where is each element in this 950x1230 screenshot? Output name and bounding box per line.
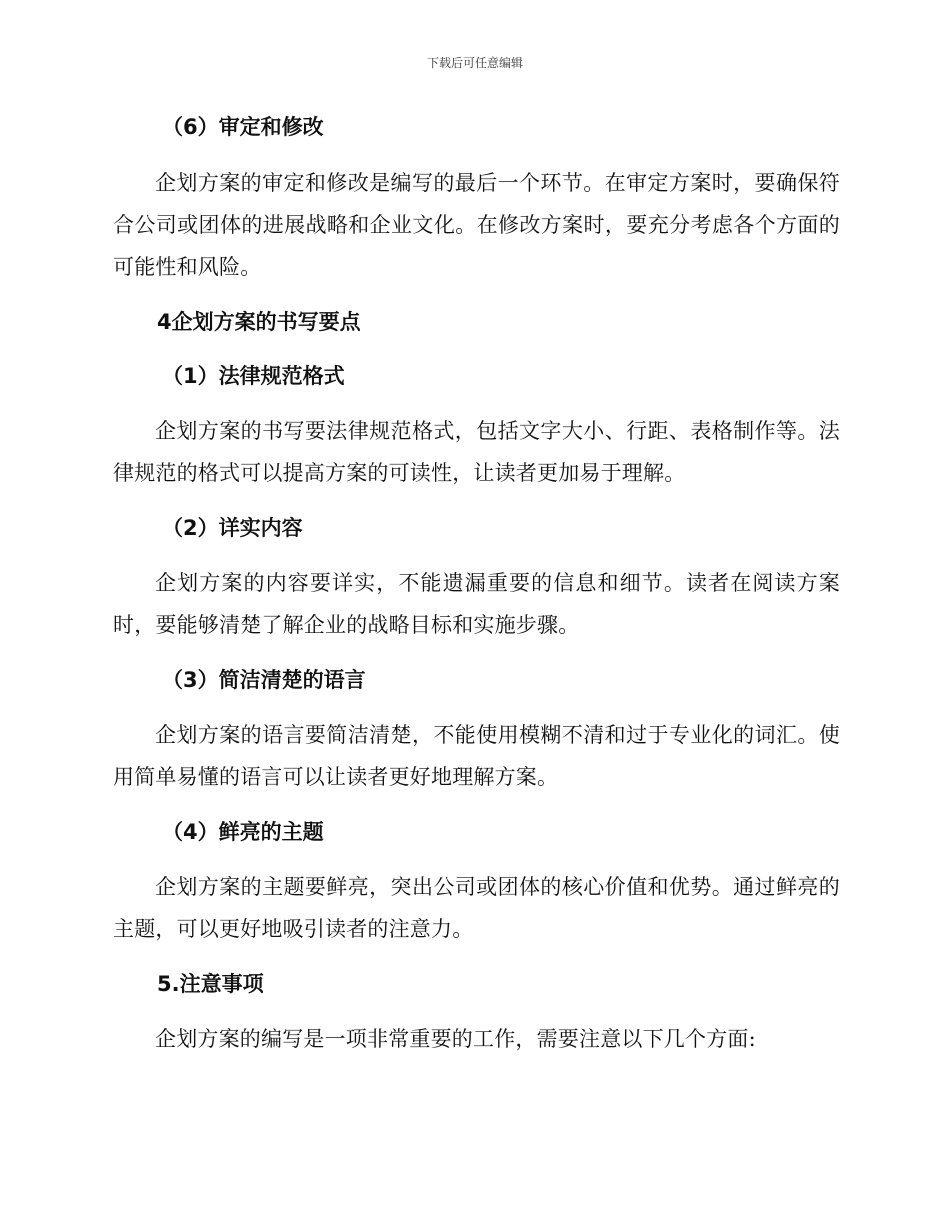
section-heading-theme [113,817,840,847]
section-heading-format [113,361,840,391]
section-heading-notes [113,969,840,999]
heading-text: （1）法律规范格式 [162,364,345,388]
heading-text: （2）详实内容 [162,516,303,540]
paragraph-text: 企划方案的编写是一项非常重要的工作，需要注意以下几个方面: [155,1027,756,1051]
section-heading-writing-points [113,307,840,337]
heading-text: （6）审定和修改 [162,115,324,139]
section-paragraph-notes [113,1018,840,1060]
heading-text: （4）鲜亮的主题 [162,820,324,844]
paragraph-text: 企划方案的内容要详实，不能遗漏重要的信息和细节。读者在阅读方案时，要能够清楚了解企业的战略目标和实施步骤。 [113,571,840,637]
paragraph-text: 企划方案的语言要简洁清楚，不能使用模糊不清和过于专业化的词汇。使用简单易懂的语言可以让读者更好地理解方案。 [113,723,840,789]
section-paragraph-theme [113,866,840,950]
paragraph-text: 企划方案的审定和修改是编写的最后一个环节。在审定方案时，要确保符合公司或团体的进展战略和企业文化。在修改方案时，要充分考虑各个方面的可能性和风险。 [113,171,840,279]
section-paragraph-content [113,562,840,646]
section-paragraph-format [113,410,840,494]
section-paragraph-review [113,162,840,288]
section-heading-content [113,513,840,543]
section-paragraph-language [113,714,840,798]
heading-text: 4企划方案的书写要点 [157,310,361,334]
section-heading-language [113,665,840,695]
paragraph-text: 企划方案的主题要鲜亮，突出公司或团体的核心价值和优势。通过鲜亮的主题，可以更好地吸引读者的注意力。 [113,875,840,941]
page-header-note: 下载后可任意编辑 [426,56,523,70]
paragraph-text: 企划方案的书写要法律规范格式，包括文字大小、行距、表格制作等。法律规范的格式可以提高方案的可读性，让读者更加易于理解。 [113,419,840,485]
section-heading-review [113,112,840,142]
heading-text: 5.注意事项 [157,972,264,996]
heading-text: （3）简洁清楚的语言 [162,668,366,692]
